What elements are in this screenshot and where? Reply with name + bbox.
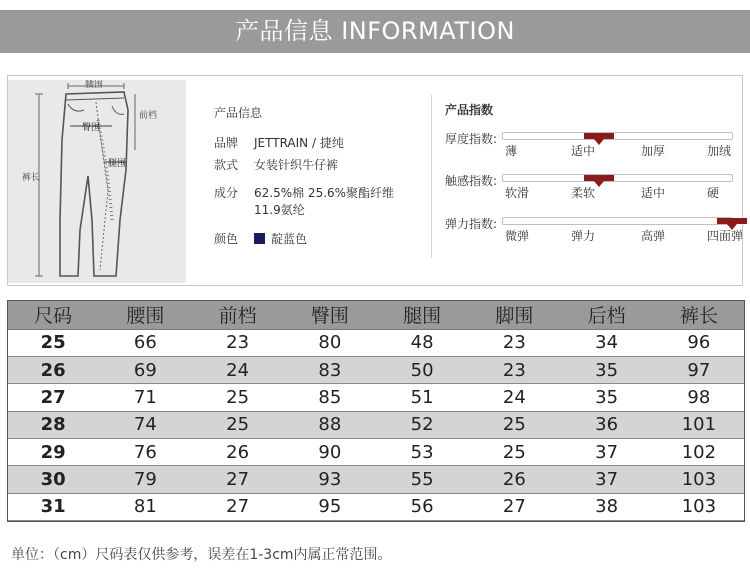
measurement-cell: 26	[226, 441, 250, 463]
thigh-label: 腿围	[108, 159, 127, 169]
product-heading: 产品信息	[214, 106, 263, 120]
measurement-cell: 98	[687, 386, 711, 408]
measurement-cell: 25	[502, 441, 526, 463]
measurement-cell: 85	[318, 386, 342, 408]
index-tick-label: 弹力	[571, 229, 596, 243]
measurement-cell: 52	[376, 411, 468, 438]
size-table	[7, 300, 745, 521]
index-marker-icon	[594, 139, 604, 145]
measurement-cell: 25	[192, 411, 284, 438]
size-table-header-cell: 臀围	[284, 300, 376, 329]
index-tick-label: 加绒	[707, 144, 732, 158]
color-swatch	[254, 233, 265, 244]
measurement-cell: 79	[99, 466, 191, 493]
size-table-header-cell: 前档	[192, 300, 284, 329]
measurement-cell: 80	[318, 332, 342, 354]
measurement-cell: 81	[133, 496, 157, 518]
size-table-header-cell: 裤长	[653, 300, 745, 329]
brand-value: JETTRAIN / 捷纯	[254, 136, 344, 150]
index-bar	[502, 217, 733, 225]
measurement-cell: 25	[468, 411, 560, 438]
measurement-cell: 90	[318, 441, 342, 463]
style-label: 款式	[214, 158, 239, 172]
measurement-cell: 37	[561, 466, 653, 493]
composition-row	[214, 184, 394, 218]
footnote: 单位：（cm）尺码表仅供参考，误差在1-3cm内属正常范围。	[11, 547, 392, 563]
color-row	[214, 230, 307, 247]
size-table-header-cell: 尺码	[7, 300, 99, 329]
size-cell: 27	[40, 386, 66, 408]
index-bar	[502, 174, 733, 182]
measurement-cell: 27	[502, 496, 526, 518]
measurement-cell: 53	[410, 441, 434, 463]
index-tick-label: 薄	[505, 144, 518, 158]
table-row	[7, 384, 745, 411]
waist-label: 腰围	[85, 80, 104, 90]
measurement-cell: 76	[133, 441, 157, 463]
color-value: 靛蓝色	[271, 232, 308, 246]
hip-label: 臀围	[82, 123, 101, 133]
index-tick-label: 柔软	[571, 186, 596, 200]
index-label: 厚度指数:	[445, 132, 498, 146]
measurement-cell: 66	[133, 332, 157, 354]
composition-label: 成分	[214, 186, 239, 200]
index-tick-label: 四面弹	[707, 229, 744, 243]
table-row	[7, 411, 745, 438]
measurement-cell: 56	[410, 496, 434, 518]
measurement-cell: 25	[226, 386, 250, 408]
measurement-cell: 95	[318, 496, 342, 518]
measurement-cell: 27	[226, 496, 250, 518]
size-table-header-cell: 腰围	[99, 300, 191, 329]
measurement-cell: 51	[410, 386, 434, 408]
index-tick-label: 微弹	[505, 229, 530, 243]
table-row	[7, 438, 745, 465]
measurement-cell: 23	[502, 332, 526, 354]
front-rise-label: 前档	[139, 111, 158, 121]
measurement-cell: 27	[192, 466, 284, 493]
table-row	[7, 466, 745, 493]
composition-line-1: 62.5%棉 25.6%聚酯纤维	[254, 186, 395, 200]
size-table-header	[7, 300, 745, 329]
size-cell: 25	[40, 332, 66, 354]
measurement-cell: 23	[468, 356, 560, 383]
table-row	[7, 356, 745, 383]
index-label: 弹力指数:	[445, 217, 498, 231]
measurement-cell: 97	[653, 356, 745, 383]
measurement-cell: 38	[595, 496, 619, 518]
measurement-cell: 102	[681, 441, 717, 463]
table-row	[7, 329, 745, 356]
information-banner: 产品信息 INFORMATION	[0, 10, 750, 53]
measurement-cell: 35	[561, 356, 653, 383]
measurement-cell: 69	[99, 356, 191, 383]
size-cell: 31	[40, 496, 66, 518]
index-label: 触感指数:	[445, 174, 498, 188]
length-label: 裤长	[22, 173, 41, 183]
measurement-cell: 50	[376, 356, 468, 383]
style-row	[214, 156, 338, 173]
measurement-cell: 101	[653, 411, 745, 438]
size-cell: 30	[7, 466, 99, 493]
size-cell: 26	[7, 356, 99, 383]
measurement-cell: 24	[502, 386, 526, 408]
size-table-header-cell: 脚围	[468, 300, 560, 329]
measurement-cell: 34	[595, 332, 619, 354]
index-tick-label: 软滑	[505, 186, 530, 200]
color-label: 颜色	[214, 232, 239, 246]
measurement-cell: 88	[284, 411, 376, 438]
brand-label: 品牌	[214, 136, 239, 150]
measurement-cell: 55	[376, 466, 468, 493]
measurement-cell: 24	[192, 356, 284, 383]
size-table-header-cell: 腿围	[376, 300, 468, 329]
index-bar	[502, 132, 733, 140]
index-tick-label: 适中	[641, 186, 666, 200]
measurement-cell: 35	[595, 386, 619, 408]
measurement-cell: 36	[561, 411, 653, 438]
composition-values	[254, 184, 394, 218]
index-marker-icon	[594, 181, 604, 187]
table-row	[7, 493, 745, 520]
measurement-cell: 23	[226, 332, 250, 354]
measurement-cell: 74	[99, 411, 191, 438]
measurement-cell: 93	[284, 466, 376, 493]
composition-line-2: 11.9氨纶	[254, 203, 305, 217]
index-tick-label: 硬	[707, 186, 720, 200]
index-tick-label: 加厚	[641, 144, 666, 158]
measurement-cell: 83	[284, 356, 376, 383]
jeans-measurement-diagram	[8, 80, 186, 283]
index-title: 产品指数	[445, 103, 494, 117]
measurement-cell: 26	[468, 466, 560, 493]
measurement-cell: 37	[595, 441, 619, 463]
brand-row	[214, 134, 344, 151]
index-tick-label: 适中	[571, 144, 596, 158]
size-table-header-cell: 后档	[561, 300, 653, 329]
size-cell: 29	[40, 441, 66, 463]
style-value: 女装针织牛仔裤	[254, 158, 339, 172]
measurement-cell: 103	[653, 466, 745, 493]
measurement-cell: 103	[681, 496, 717, 518]
measurement-cell: 96	[687, 332, 711, 354]
index-tick-label: 高弹	[641, 229, 666, 243]
size-cell: 28	[7, 411, 99, 438]
measurement-cell: 48	[410, 332, 434, 354]
measurement-cell: 71	[133, 386, 157, 408]
panel-divider	[431, 95, 432, 258]
